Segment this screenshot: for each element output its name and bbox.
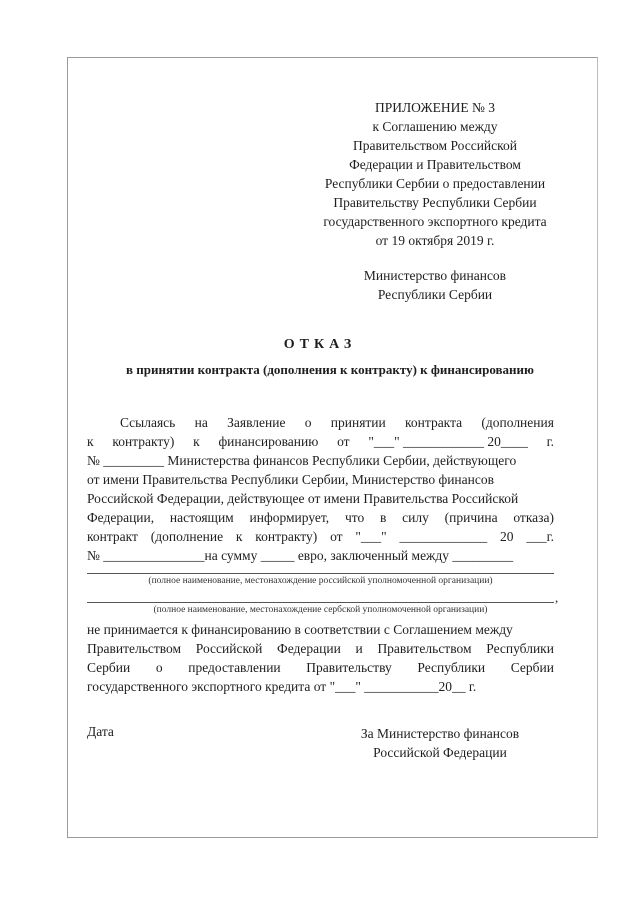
word: Федерации: [277, 641, 341, 656]
body-line-7: [87, 527, 554, 546]
caption-russian-org: (полное наименование, местонахождение российской уполномоченной организации): [148, 576, 493, 586]
word: контракту): [255, 529, 318, 544]
word: г.: [546, 434, 554, 449]
word: предоставлении: [188, 660, 281, 675]
word: (причина: [444, 510, 498, 525]
body-line-3: № _________ Министерства финансов Республики Сербии, действующего: [87, 453, 517, 468]
body-line-2: [87, 432, 554, 451]
body-line-5: Российской Федерации, действующее от имени Правительства Российской: [87, 491, 519, 506]
word: Правительством: [87, 641, 182, 656]
signature-line: Российской Федерации: [373, 745, 507, 760]
signature-block: [340, 724, 540, 762]
word: от: [330, 529, 343, 544]
body-line-4: от имени Правительства Республики Сербии, Министерство финансов: [87, 472, 494, 487]
word: к: [235, 529, 243, 544]
word: к: [87, 434, 94, 449]
appendix-line: ПРИЛОЖЕНИЕ № 3: [374, 100, 496, 115]
word: отказа): [513, 510, 554, 525]
word: в: [379, 510, 387, 525]
word: Заявление: [227, 415, 286, 430]
word: Правительством: [377, 641, 472, 656]
appendix-line: Федерации и Правительством: [349, 157, 521, 172]
word: Сербии: [510, 660, 554, 675]
date-blank: "___" ____________ 20____: [368, 434, 528, 449]
word: Республики: [417, 660, 486, 675]
word: контракта: [405, 415, 463, 430]
word: Федерации,: [87, 510, 155, 525]
word: о: [304, 415, 312, 430]
word: "___": [355, 529, 387, 544]
caption-serbian-org: (полное наименование, местонахождение сербской уполномоченной организации): [153, 605, 488, 615]
word: информирует,: [249, 510, 330, 525]
body-line-12: государственного экспортного кредита от "___" ___________20__ г.: [87, 679, 477, 694]
word: (дополнения: [481, 415, 554, 430]
word: силу: [402, 510, 429, 525]
word: к: [193, 434, 200, 449]
signature-line: За Министерство финансов: [360, 726, 520, 741]
word: Ссылаясь: [120, 415, 176, 430]
word: о: [155, 660, 163, 675]
word: ___г.: [526, 529, 554, 544]
word: финансированию: [218, 434, 319, 449]
word: принятии: [330, 415, 386, 430]
blank-line-serbian-org: [87, 602, 554, 603]
appendix-line: к Соглашению между: [372, 119, 498, 134]
word: (дополнение: [150, 529, 224, 544]
appendix-line: Правительством Российской: [353, 138, 517, 153]
recipient-line: Министерство финансов: [363, 268, 507, 283]
appendix-line: государственного экспортного кредита: [323, 214, 547, 229]
body-line-8: № _______________на сумму _____ евро, заключенный между _________: [87, 548, 514, 563]
body-line-9: не принимается к финансированию в соответствии с Соглашением между: [87, 622, 513, 637]
body-line-10: [87, 639, 554, 658]
word: Республики: [486, 641, 554, 656]
recipient-line: Республики Сербии: [377, 287, 493, 302]
word: 20: [500, 529, 514, 544]
word: Правительству: [306, 660, 392, 675]
word: контракт: [87, 529, 138, 544]
appendix-header: [300, 98, 570, 250]
appendix-line: Республики Сербии о предоставлении: [324, 176, 546, 191]
word: на: [194, 415, 208, 430]
blank-line-russian-org: [87, 573, 554, 574]
comma: ,: [555, 590, 559, 605]
word: от: [337, 434, 350, 449]
body-line-11: [87, 658, 554, 677]
blank: _____________: [399, 529, 488, 544]
body-line-6: [87, 508, 554, 527]
appendix-line: от 19 октября 2019 г.: [375, 233, 495, 248]
word: контракту): [112, 434, 175, 449]
body-line-1: [120, 413, 554, 432]
document-title: ОТКАЗ: [283, 337, 357, 352]
date-label: Дата: [87, 724, 114, 739]
word: настоящим: [169, 510, 234, 525]
word: Российской: [195, 641, 263, 656]
recipient-ministry: [345, 266, 525, 304]
word: и: [355, 641, 363, 656]
appendix-line: Правительству Республики Сербии: [333, 195, 537, 210]
word: что: [344, 510, 365, 525]
document-subtitle: в принятии контракта (дополнения к контракту) к финансированию: [126, 362, 534, 377]
word: Сербии: [87, 660, 131, 675]
